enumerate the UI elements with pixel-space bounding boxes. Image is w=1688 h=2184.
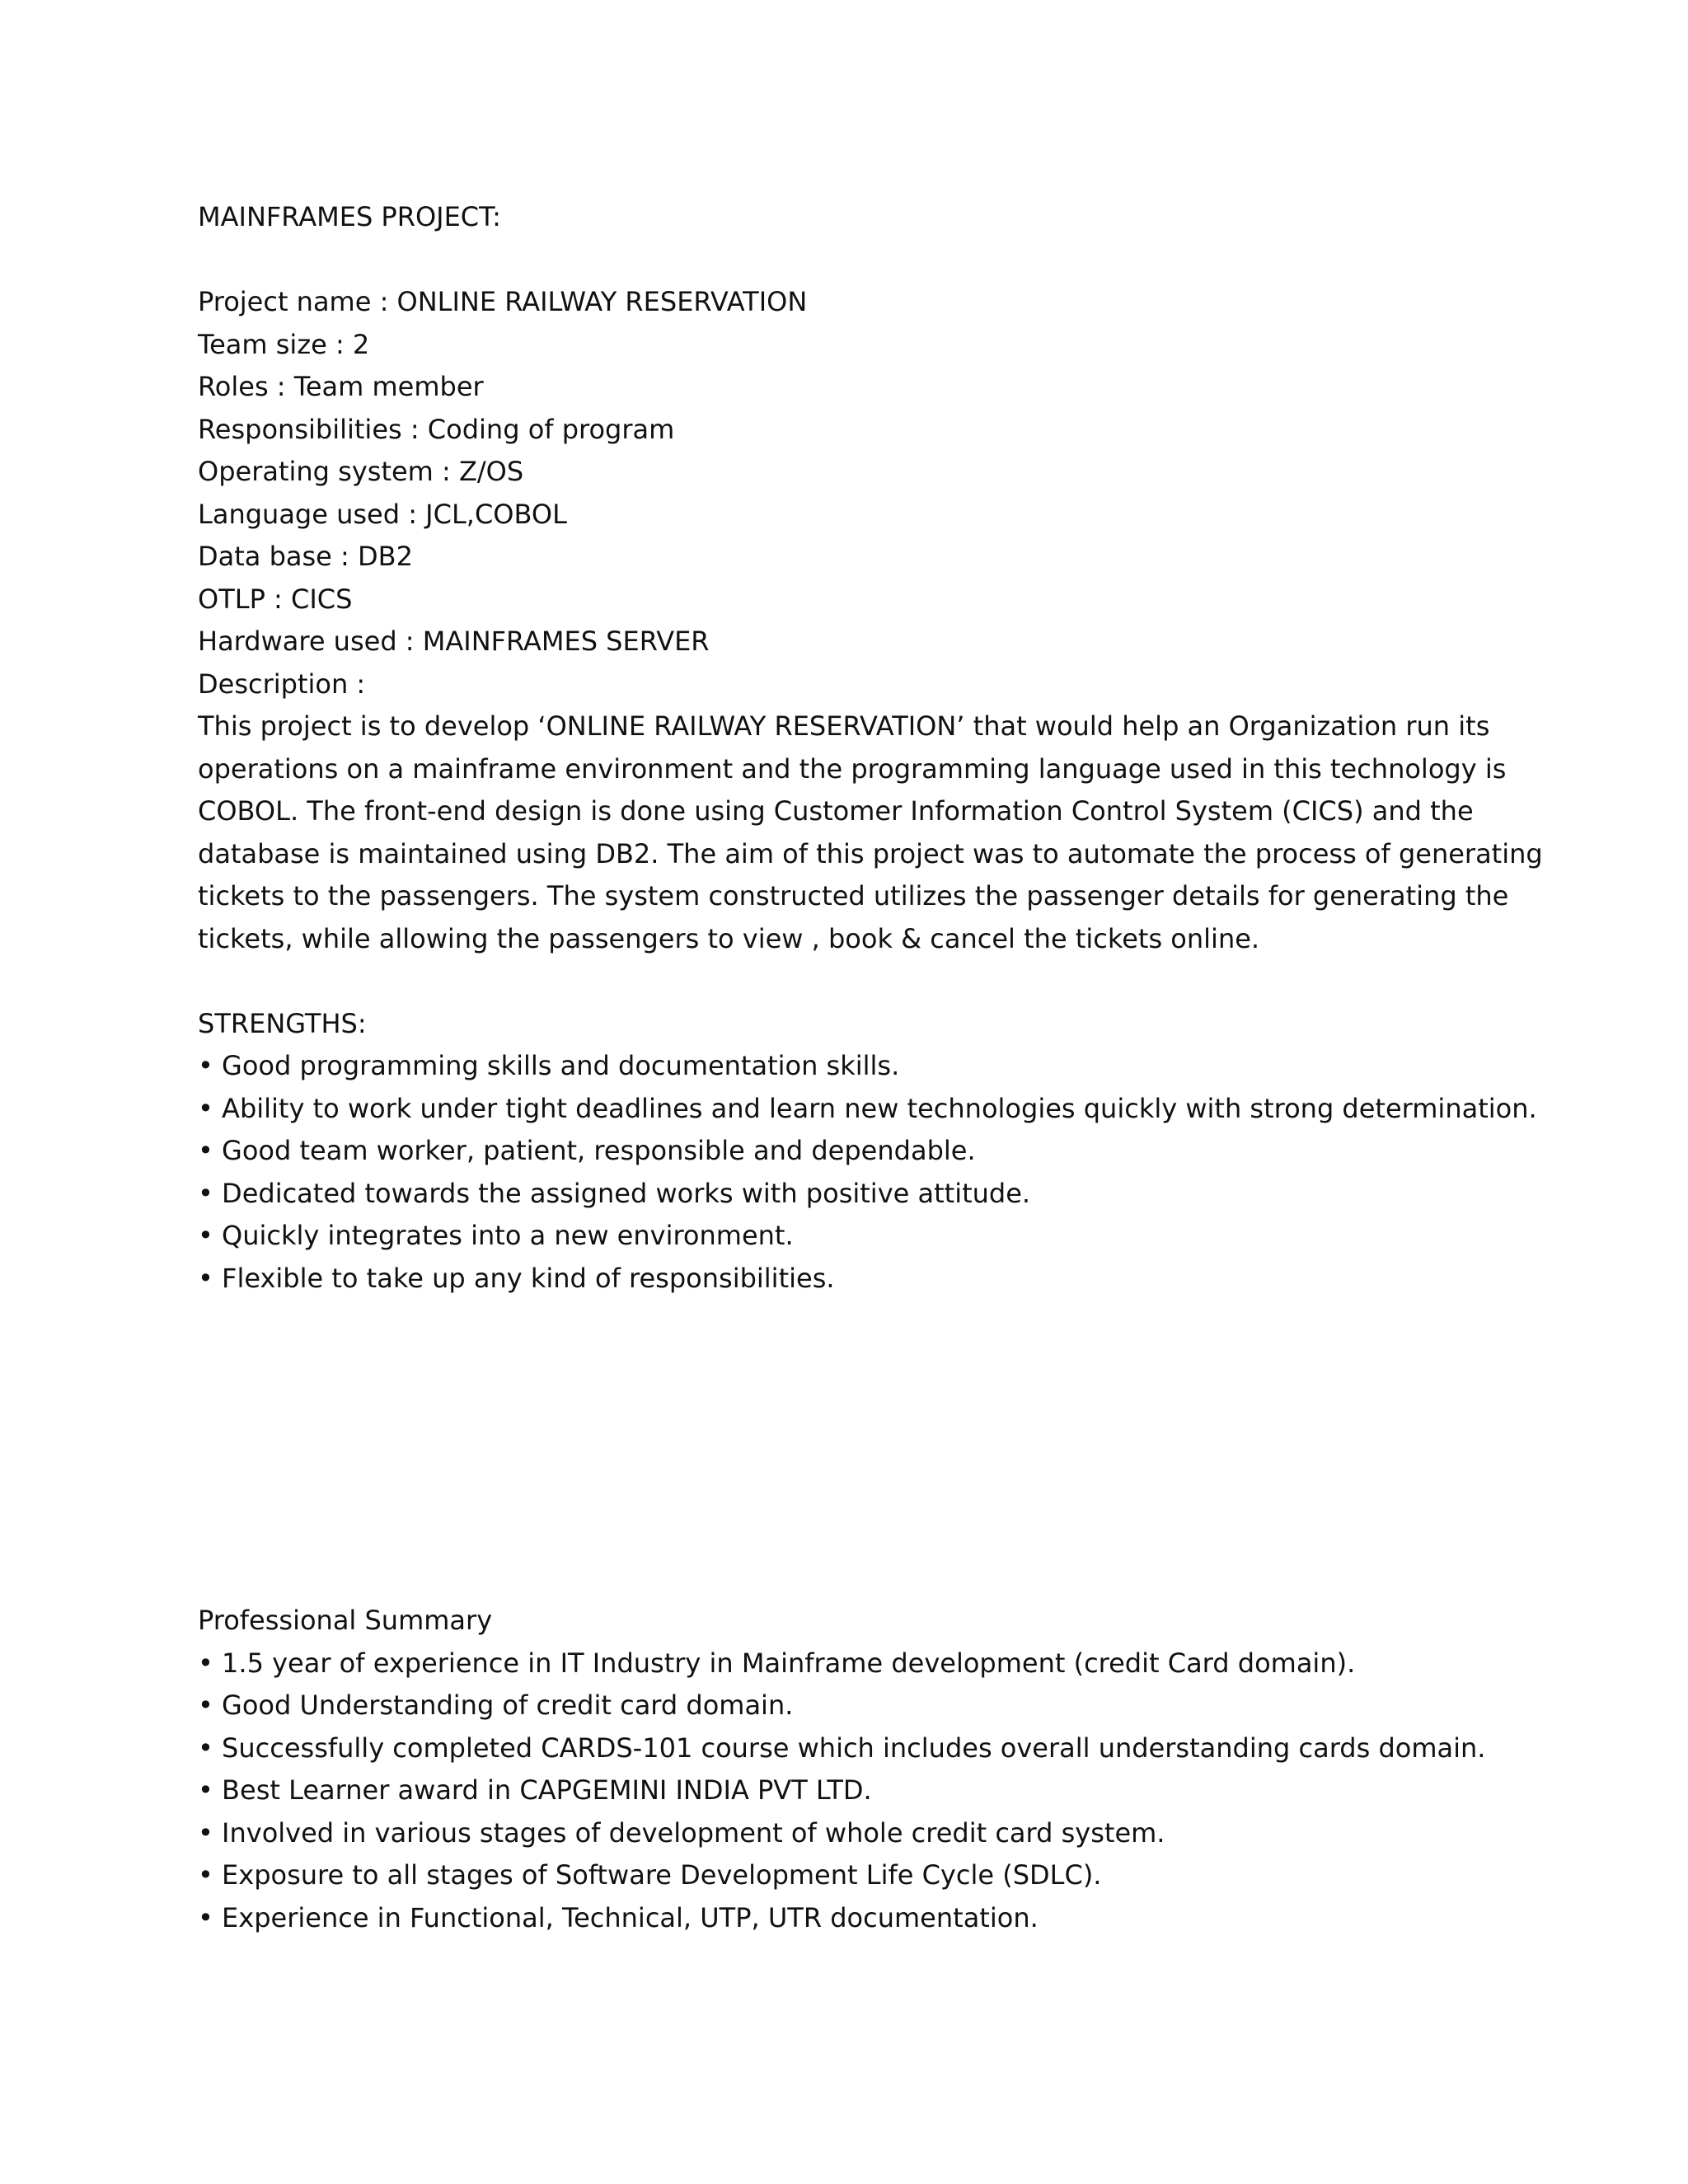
project-heading: MAINFRAMES PROJECT: [198, 201, 501, 232]
list-item: • Good Understanding of credit card domain. [198, 1685, 1484, 1727]
description-line: COBOL. The front-end design is done using Customer Information Control System (CICS) and the [198, 795, 1474, 827]
description-line: tickets to the passengers. The system constructed utilizes the passenger details for generating the [198, 880, 1509, 912]
list-item: • Exposure to all stages of Software Development Life Cycle (SDLC). [198, 1854, 1484, 1897]
summary-list [198, 1643, 1484, 1940]
hardware-used: Hardware used : MAINFRAMES SERVER [198, 626, 710, 657]
project-name: Project name : ONLINE RAILWAY RESERVATION [198, 286, 808, 317]
spacer [198, 239, 1484, 282]
list-item: • Ability to work under tight deadlines and learn new technologies quickly with strong determination. [198, 1088, 1484, 1131]
list-item: • Best Learner award in CAPGEMINI INDIA PVT LTD. [198, 1769, 1484, 1812]
professional-summary-section [198, 1600, 1484, 1939]
description-line: database is maintained using DB2. The aim of this project was to automate the process of generating [198, 837, 1543, 869]
description-line: operations on a mainframe environment and the programming language used in this technology is [198, 752, 1507, 785]
list-item: • 1.5 year of experience in IT Industry in Mainframe development (credit Card domain). [198, 1643, 1484, 1685]
list-item: • Dedicated towards the assigned works with positive attitude. [198, 1173, 1484, 1216]
team-size: Team size : 2 [198, 328, 370, 360]
project-section [198, 196, 1543, 1300]
description-line: This project is to develop ‘ONLINE RAILWAY RESERVATION’ that would help an Organization run its [198, 710, 1490, 742]
spacer [198, 960, 1484, 1003]
list-item: • Good programming skills and documentation skills. [198, 1045, 1484, 1088]
list-item: • Flexible to take up any kind of responsibilities. [198, 1258, 1484, 1301]
roles: Roles : Team member [198, 371, 484, 402]
summary-heading: Professional Summary [198, 1605, 493, 1636]
list-item: • Quickly integrates into a new environment. [198, 1215, 1484, 1258]
otlp: OTLP : CICS [198, 583, 353, 615]
description-label: Description : [198, 668, 366, 700]
description-paragraph [198, 705, 1543, 960]
strengths-heading: STRENGTHS: [198, 1007, 367, 1039]
database: Data base : DB2 [198, 541, 413, 572]
strengths-list [198, 1045, 1537, 1300]
list-item: • Successfully completed CARDS-101 course which includes overall understanding cards domain. [198, 1727, 1484, 1770]
description-line: tickets, while allowing the passengers to view , book & cancel the tickets online. [198, 922, 1260, 954]
operating-system: Operating system : Z/OS [198, 456, 524, 487]
list-item: • Involved in various stages of development of whole credit card system. [198, 1812, 1484, 1855]
list-item: • Good team worker, patient, responsible and dependable. [198, 1130, 1484, 1173]
responsibilities: Responsibilities : Coding of program [198, 413, 675, 445]
list-item: • Experience in Functional, Technical, UTP, UTR documentation. [198, 1897, 1484, 1940]
language-used: Language used : JCL,COBOL [198, 498, 567, 530]
